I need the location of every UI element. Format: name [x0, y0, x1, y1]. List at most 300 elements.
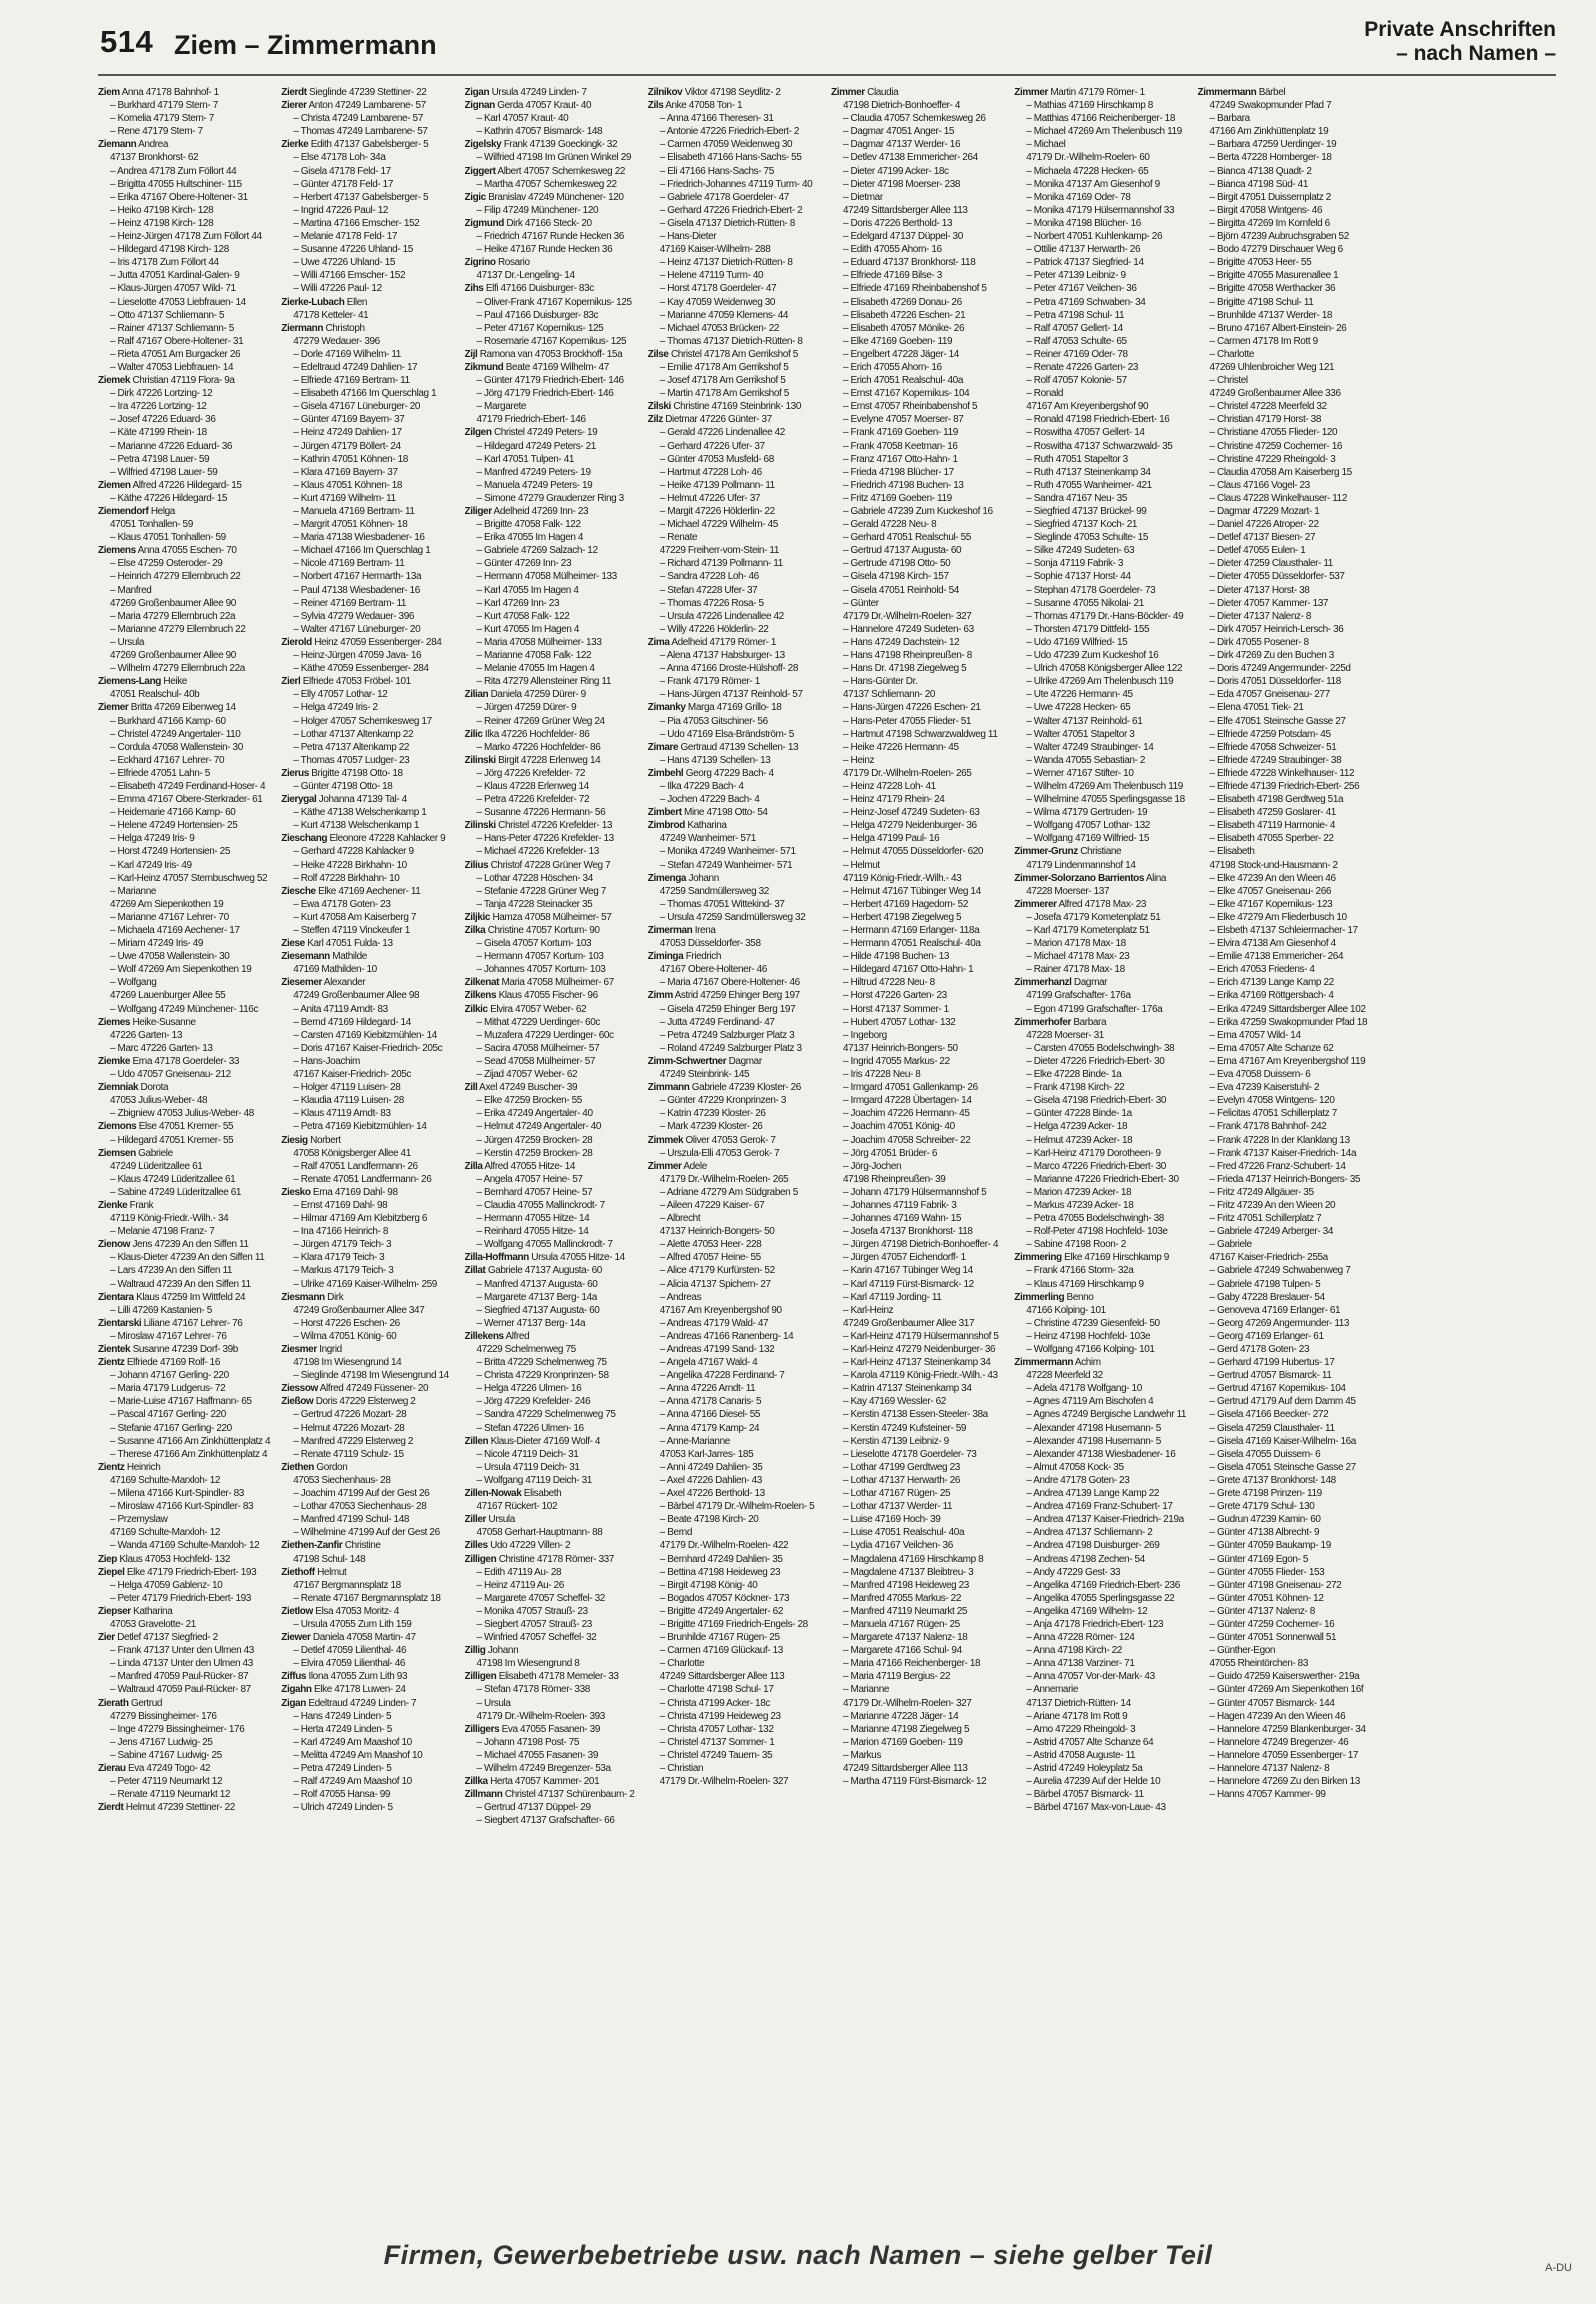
directory-entry: – Kurt 47138 Welschenkamp 1 [293, 820, 420, 832]
directory-entry: – Erna 47057 Alte Schanze 62 [1209, 1042, 1334, 1054]
directory-entry: – Maria 47138 Wiesbadener- 16 [293, 532, 425, 544]
entry-details: Marga 47169 Grillo- 18 [687, 702, 782, 714]
directory-entry: – Gerhard 47228 Kahlacker 9 [293, 846, 414, 858]
entry-details: Helmut 47239 Stettiner- 22 [125, 1802, 235, 1814]
directory-entry: – Christa 47249 Lambarene- 57 [293, 113, 423, 125]
directory-entry: – Birgit 47051 Duissernplatz 2 [1209, 191, 1331, 203]
directory-entry [281, 885, 460, 898]
surname: Zilkenat [464, 977, 500, 989]
directory-entry: – Marianne 47167 Lehrer- 70 [110, 911, 229, 923]
directory-entry: – Franz 47167 Otto-Hahn- 1 [843, 453, 958, 465]
directory-entry: – Alice 47179 Kurfürsten- 52 [659, 1265, 775, 1277]
directory-entry: – Marianne 47198 Ziegelweg 5 [843, 1723, 970, 1735]
entry-details: Claudia [867, 87, 899, 98]
entry-details: Britta 47269 Eibenweg 14 [130, 702, 236, 714]
directory-entry: – Karl 47179 Kometenplatz 51 [1026, 925, 1150, 936]
directory-entry: – Manfred 47059 Paul-Rücker- 87 [110, 1671, 249, 1683]
directory-entry: – Ruth 47055 Wanheimer- 421 [1026, 479, 1152, 491]
entry-details: Gordon [316, 1461, 348, 1473]
directory-entry: – Paul 47138 Wiesbadener- 16 [293, 584, 420, 596]
directory-entry [465, 911, 644, 924]
directory-entry [98, 1356, 277, 1369]
directory-entry: – Petra 47169 Kiebitzmühlen- 14 [293, 1121, 427, 1133]
directory-entry: 47179 Friedrich-Ebert- 146 [476, 414, 586, 426]
directory-entry: – Susanne 47226 Hermann- 56 [476, 807, 606, 819]
directory-entry: – Heinz-Jürgen 47059 Java- 16 [293, 650, 422, 662]
directory-entry: – Waltraud 47239 An den Siffen 11 [110, 1278, 251, 1290]
directory-entry [465, 1487, 644, 1500]
directory-entry [648, 413, 827, 426]
directory-entry: – Brigitta 47055 Hultschiner- 115 [110, 178, 242, 190]
directory-entry [648, 348, 827, 361]
entry-details: Friedrich [685, 951, 721, 963]
surname: Zierke [281, 139, 309, 151]
directory-entry: – Helga 47279 Neidenburger- 36 [843, 820, 977, 832]
directory-entry: – Petra 47198 Lauer- 59 [110, 453, 210, 465]
directory-entry: 47137 Heinrich-Bongers- 50 [843, 1042, 958, 1054]
directory-entry [648, 400, 827, 413]
directory-entry: – Edith 47055 Ahorn- 16 [843, 244, 942, 256]
directory-entry: – Carmen 47178 Im Rott 9 [1209, 335, 1318, 347]
surname: Ziliger [464, 506, 492, 517]
directory-entry [281, 322, 460, 335]
directory-entry: – Horst 47226 Garten- 23 [843, 990, 947, 1002]
directory-entry: – Helmut 47226 Mozart- 28 [293, 1422, 405, 1434]
page-number: 514 [100, 24, 154, 59]
directory-entry: – Egon 47199 Grafschafter- 176a [1026, 1003, 1163, 1015]
directory-entry: – Christa 47057 Lothar- 132 [659, 1723, 774, 1735]
directory-entry [98, 1055, 277, 1068]
directory-entry: – Gisela 47051 Steinsche Gasse 27 [1209, 1461, 1356, 1473]
directory-entry [281, 793, 460, 806]
directory-entry: – Anna 47166 Theresen- 31 [659, 113, 774, 125]
header-rule [98, 74, 1556, 76]
directory-entry: – Andy 47229 Gest- 33 [1026, 1566, 1121, 1578]
directory-entry [648, 1134, 827, 1147]
directory-entry: – Wolfgang 47249 Münchener- 116c [110, 1003, 259, 1015]
directory-entry: – Jörg 47226 Krefelder- 72 [476, 767, 586, 779]
directory-entry: – Gertrud 47226 Mozart- 28 [293, 1409, 407, 1421]
directory-entry: – Hildegard 47051 Kremer- 55 [110, 1134, 234, 1146]
directory-entry: – Oliver-Frank 47167 Kopernikus- 125 [476, 296, 632, 308]
directory-entry [98, 1238, 277, 1251]
directory-entry: – Arno 47229 Rheingold- 3 [1026, 1723, 1136, 1735]
directory-entry: – Hanns 47057 Kammer- 99 [1209, 1789, 1326, 1801]
surname: Zierke-Lubach [281, 296, 345, 308]
directory-entry: – Claus 47166 Vogel- 23 [1209, 479, 1310, 491]
directory-entry [465, 1644, 644, 1657]
entry-details: Adelheid 47179 Römer- 1 [671, 636, 777, 648]
surname: Zilligers [464, 1723, 500, 1735]
directory-entry: – Peter 47139 Leibniz- 9 [1026, 270, 1126, 282]
directory-entry: – Peter 47167 Veilchen- 36 [1026, 283, 1137, 295]
directory-entry: – Klaus-Jürgen 47057 Wild- 71 [110, 283, 236, 295]
directory-entry: 47249 Großenbaumer Allee 347 [293, 1304, 425, 1316]
directory-entry: – Sacira 47058 Mülheimer- 57 [476, 1042, 600, 1054]
directory-entry: – Ulrich 47249 Linden- 5 [293, 1802, 393, 1814]
directory-entry: – Monika 47137 Am Giesenhof 9 [1026, 178, 1160, 190]
directory-entry: 47249 Sittardsberger Allee 113 [843, 1763, 968, 1774]
directory-entry: 47249 Steinbrink- 145 [659, 1069, 750, 1081]
directory-entry: – Brigitte 47249 Angertaler- 62 [659, 1605, 783, 1617]
directory-entry: – Gertrud 47137 Düppel- 29 [476, 1802, 591, 1814]
directory-entry: – Alette 47053 Heer- 228 [659, 1239, 762, 1251]
entry-details: Elke 47169 Aechener- 11 [318, 885, 421, 897]
entry-details: Mathilde [332, 951, 367, 963]
directory-entry [648, 1081, 827, 1094]
directory-entry: – Christel 47137 Sommer- 1 [659, 1736, 775, 1748]
directory-entry: – Norbert 47167 Hermarth- 13a [293, 571, 422, 583]
directory-entry [465, 1160, 644, 1173]
directory-entry: – Renate 47226 Garten- 23 [1026, 361, 1139, 373]
directory-entry: – Gabriele 47249 Schwabenweg 7 [1209, 1265, 1351, 1277]
directory-entry: – Hannelore 47269 Zu den Birken 13 [1209, 1776, 1360, 1788]
surname: Ziesemann [281, 951, 330, 963]
surname: Zilkic [464, 1003, 488, 1015]
directory-entry: – Andrea 47137 Kaiser-Friedrich- 219a [1026, 1514, 1184, 1526]
directory-entry: – Michaela 47228 Hecken- 65 [1026, 165, 1149, 177]
surname: Ziethen-Zanfir [281, 1540, 343, 1552]
directory-entry: – Wanda 47055 Sebastian- 2 [1026, 754, 1146, 766]
directory-entry: – Emilie 47138 Emmericher- 264 [1209, 951, 1344, 963]
surname: Zietlow [281, 1605, 313, 1617]
directory-entry: – Ingeborg [843, 1029, 887, 1041]
directory-entry: – Miroslaw 47166 Kurt-Spindler- 83 [110, 1501, 254, 1513]
entry-details: Eva 47249 Togo- 42 [128, 1763, 211, 1774]
directory-entry: – Gertrud 47179 Auf dem Damm 45 [1209, 1396, 1356, 1408]
entry-details: Astrid 47259 Ehinger Berg 197 [674, 990, 800, 1002]
directory-entry [465, 1003, 644, 1016]
entry-details: Adele [683, 1160, 707, 1172]
directory-entry: – Elisabeth 47226 Eschen- 21 [843, 309, 966, 321]
directory-entry: – Wolfgang 47166 Kolping- 101 [1026, 1344, 1155, 1355]
directory-entry: – Dorle 47169 Wilhelm- 11 [293, 348, 401, 360]
directory-entry: – Albrecht [659, 1213, 701, 1225]
directory-entry: – Marianne [843, 1684, 890, 1696]
directory-entry: – Margarete 47137 Nalenz- 18 [843, 1632, 968, 1644]
directory-entry: – Ingrid 47226 Paul- 12 [293, 204, 389, 216]
directory-entry: – Frank 47058 Keetman- 16 [843, 440, 958, 452]
directory-entry: – Johann 47167 Gerling- 220 [110, 1370, 229, 1382]
directory-entry: – Klaus 47249 Lüderitzallee 61 [110, 1173, 236, 1185]
directory-entry: 47198 Im Wiesengrund 14 [293, 1357, 402, 1369]
directory-entry [281, 1291, 460, 1304]
directory-entry: 47058 Königsberger Allee 41 [293, 1147, 411, 1159]
entry-details: Johann [487, 1645, 519, 1657]
directory-entry: – Friedrich 47167 Runde Hecken 36 [476, 231, 624, 243]
directory-entry: – Michael 47226 Krefelder- 13 [476, 846, 599, 858]
directory-entry: – Anna 47198 Kirch- 22 [1026, 1645, 1122, 1657]
entry-details: Ilka 47226 Hochfelder- 86 [484, 728, 590, 740]
surname: Ziesche [281, 885, 316, 897]
surname: Zigan [281, 1697, 306, 1709]
directory-entry: – Dagmar 47051 Anger- 15 [843, 126, 955, 138]
directory-entry: – Anna 47228 Römer- 124 [1026, 1632, 1135, 1644]
directory-entry: – Gertrude 47198 Otto- 50 [843, 558, 951, 570]
directory-entry: – Genoveva 47169 Erlanger- 61 [1209, 1304, 1341, 1316]
entry-details: Herta 47057 Kammer- 201 [490, 1776, 600, 1788]
directory-entry: – Johannes 47169 Wahn- 15 [843, 1213, 962, 1225]
directory-entry: – Rita 47279 Allensteiner Ring 11 [476, 676, 611, 688]
directory-entry: – Burkhard 47179 Stern- 7 [110, 100, 218, 112]
directory-entry: 47198 Rheinpreußen- 39 [843, 1173, 946, 1185]
entry-details: Alfred [505, 1330, 530, 1342]
directory-entry [98, 1081, 277, 1094]
directory-entry: – Hans-Peter 47055 Flieder- 51 [843, 715, 972, 727]
directory-entry: – Käte 47199 Rhein- 18 [110, 427, 207, 439]
entry-details: Doris 47229 Elsterweg 2 [315, 1396, 416, 1408]
surname: Zilligen [464, 1671, 497, 1683]
directory-entry: – Martin 47178 Am Gerrikshof 5 [659, 388, 789, 400]
directory-entry: – Andrea 47169 Franz-Schubert- 17 [1026, 1501, 1173, 1513]
directory-entry: – Roswitha 47057 Gellert- 14 [1026, 427, 1145, 439]
directory-column [281, 86, 464, 2150]
directory-entry: – Maria 47119 Bergius- 22 [843, 1671, 951, 1683]
directory-entry: – Erich 47055 Ahorn- 16 [843, 361, 942, 373]
directory-entry [98, 1762, 277, 1775]
entry-details: Ursula 47055 Hitze- 14 [531, 1252, 625, 1264]
directory-entry: 47137 Bronkhorst- 62 [110, 152, 199, 164]
directory-entry: – Gabriele 47249 Arberger- 34 [1209, 1226, 1333, 1238]
directory-entry: – Frieda 47137 Heinrich-Bongers- 35 [1209, 1173, 1361, 1185]
surname: Zilligen [464, 1553, 497, 1565]
directory-entry [98, 1343, 277, 1356]
entry-details: Elke 47179 Friedrich-Ebert- 193 [126, 1566, 257, 1578]
directory-entry: 47137 Dietrich-Rütten- 14 [1026, 1697, 1131, 1709]
directory-entry: – Marco 47226 Friedrich-Ebert- 30 [1026, 1160, 1166, 1172]
directory-entry: – Christel [1209, 375, 1248, 387]
directory-entry: – Heinz-Jürgen 47178 Zum Föllort 44 [110, 231, 262, 243]
directory-entry: – Manfred 47119 Neumarkt 25 [843, 1605, 968, 1617]
directory-entry: – Margarete 47137 Berg- 14a [476, 1291, 597, 1303]
directory-entry [281, 1343, 460, 1356]
surname: Ziep [98, 1553, 117, 1565]
directory-entry: – Elisabeth 47119 Harmonie- 4 [1209, 820, 1336, 832]
directory-entry [281, 1382, 460, 1395]
directory-entry [465, 1788, 644, 1801]
directory-entry: – Angela 47167 Wald- 4 [659, 1357, 758, 1369]
directory-entry: – Manfred [110, 584, 152, 596]
directory-entry: – Gerd 47178 Goten- 23 [1209, 1344, 1310, 1355]
directory-entry: – Manuela 47167 Rügen- 25 [843, 1618, 960, 1630]
directory-entry: – Brigitte 47058 Falk- 122 [476, 519, 581, 531]
entry-details: Christine 47169 Steinbrink- 130 [673, 401, 801, 413]
directory-entry: – Ursula 47259 Sandmüllersweg 32 [659, 911, 806, 923]
directory-entry [465, 86, 644, 99]
directory-entry: 47053 Siechenhaus- 28 [293, 1474, 391, 1486]
directory-column [1198, 86, 1381, 2150]
directory-entry: – Karl-Heinz 47279 Neidenburger- 36 [843, 1344, 996, 1355]
directory-entry [281, 767, 460, 780]
directory-entry: – Helene 47249 Hortensien- 25 [110, 820, 238, 832]
directory-entry: – Klaus 47051 Tonhallen- 59 [110, 532, 226, 544]
directory-entry: – Martha 47057 Schemkesweg 22 [476, 178, 617, 190]
directory-entry: – Elisabeth [1209, 846, 1255, 858]
directory-entry: – Maria 47058 Mülheimer- 133 [476, 636, 602, 648]
directory-entry: – Horst 47178 Goerdeler- 47 [659, 283, 777, 295]
entry-details: Jens 47239 An den Siffen 11 [132, 1239, 249, 1251]
entry-details: Dagmar [728, 1055, 762, 1067]
directory-entry: 47279 Wedauer- 396 [293, 335, 380, 347]
surname: Ziesmer [281, 1344, 317, 1355]
directory-entry: 47249 Lüderitzallee 61 [110, 1160, 203, 1172]
directory-entry: – Fritz 47169 Goeben- 119 [843, 492, 952, 504]
entry-details: Erna 47178 Goerdeler- 33 [132, 1055, 240, 1067]
directory-entry: – Thomas 47057 Ludger- 23 [293, 754, 410, 766]
directory-entry [281, 1697, 460, 1710]
directory-entry: – Wilma 47179 Gertruden- 19 [1026, 807, 1148, 819]
directory-entry: – Karl-Heinz [843, 1304, 894, 1316]
directory-entry: – Gaby 47228 Breslauer- 54 [1209, 1291, 1325, 1303]
directory-entry [98, 505, 277, 518]
surname: Ziggert [464, 165, 496, 177]
surname: Zimm [647, 990, 673, 1002]
surname: Ziemke [98, 1055, 131, 1067]
directory-entry [98, 1291, 277, 1304]
directory-entry: – Kerstin 47259 Brocken- 28 [476, 1147, 593, 1159]
directory-entry: – Günter 47179 Friedrich-Ebert- 146 [476, 375, 624, 387]
directory-entry: – Michael 47055 Fasanen- 39 [476, 1749, 599, 1761]
directory-entry: 47198 Schul- 148 [293, 1553, 366, 1565]
surname: Ziessow [281, 1383, 318, 1395]
directory-entry: – Heidemarie 47166 Kamp- 60 [110, 807, 236, 819]
footer-note: Firmen, Gewerbebetriebe usw. nach Namen – siehe gelber Teil [383, 2240, 1213, 2270]
directory-entry: – Monika 47057 Strauß- 23 [476, 1605, 588, 1617]
directory-entry: – Else 47259 Osteroder- 29 [110, 558, 223, 570]
directory-entry: – Wolfgang 47119 Deich- 31 [476, 1474, 592, 1486]
directory-entry: – Elisabeth 47269 Donau- 26 [843, 296, 962, 308]
directory-entry: – Brigitte 47053 Heer- 55 [1209, 257, 1312, 269]
directory-entry: – Elke 47279 Am Fliederbusch 10 [1209, 911, 1347, 923]
directory-entry: – Simone 47279 Graudenzer Ring 3 [476, 492, 624, 504]
entry-details: Klaus-Dieter 47169 Wolf- 4 [490, 1435, 601, 1447]
directory-entry: – Bernd [659, 1527, 692, 1539]
directory-entry: – Doris 47167 Kaiser-Friedrich- 205c [293, 1042, 443, 1054]
directory-entry: – Ulrich 47058 Königsberger Allee 122 [1026, 663, 1183, 675]
entry-details: Christian 47119 Flora- 9a [132, 375, 235, 387]
directory-entry: – Jörg 47051 Brüder- 6 [843, 1147, 938, 1159]
directory-entry: – Agnes 47249 Bergische Landwehr 11 [1026, 1409, 1187, 1421]
directory-entry [98, 1461, 277, 1474]
directory-entry: – Kornelia 47179 Stern- 7 [110, 113, 214, 125]
surname: Zimmek [647, 1134, 684, 1146]
directory-entry: – Frank 47169 Goeben- 119 [843, 427, 958, 439]
directory-entry: – Johannes 47119 Fabrik- 3 [843, 1199, 957, 1211]
directory-entry: – Käthe 47138 Welschenkamp 1 [293, 807, 427, 819]
directory-entry: – Ilka 47229 Bach- 4 [659, 780, 744, 792]
directory-entry: – Lieselotte 47178 Goerdeler- 73 [843, 1448, 977, 1460]
directory-entry [465, 688, 644, 701]
directory-entry: – Klara 47169 Bayern- 37 [293, 466, 398, 478]
surname: Ziffus [281, 1671, 307, 1683]
entry-details: Liliane 47167 Lehrer- 76 [143, 1317, 243, 1329]
directory-entry: – Hannelore 47137 Nalenz- 8 [1209, 1763, 1330, 1774]
directory-entry: – Manuela 47249 Peters- 19 [476, 479, 593, 491]
directory-entry [465, 1723, 644, 1736]
entry-details: Gabriele 47239 Kloster- 26 [691, 1082, 801, 1094]
entry-details: Erna 47169 Dahl- 98 [312, 1186, 398, 1198]
directory-entry: – Emma 47167 Obere-Sterkrader- 61 [110, 794, 263, 806]
directory-entry [281, 1134, 460, 1147]
directory-entry [281, 1566, 460, 1579]
directory-entry: – Wilhelmine 47055 Sperlingsgasse 18 [1026, 794, 1185, 806]
surname: Zima [647, 636, 670, 648]
directory-entry [281, 138, 460, 151]
directory-entry: – Bärbel 47179 Dr.-Wilhelm-Roelen- 5 [659, 1501, 815, 1513]
directory-entry: – Kerstin 47138 Essen-Steeler- 38a [843, 1409, 988, 1421]
directory-entry [465, 99, 644, 112]
directory-entry: 47179 Lindenmannshof 14 [1026, 859, 1136, 871]
directory-entry: 47199 Grafschafter- 176a [1026, 990, 1131, 1002]
directory-entry: – Susanne 47055 Nikolai- 21 [1026, 597, 1144, 609]
directory-entry: – Claudia 47057 Schemkesweg 26 [843, 113, 986, 125]
directory-entry: – Günter 47269 Inn- 23 [476, 558, 572, 570]
directory-entry: – Marianne 47228 Jäger- 14 [843, 1710, 959, 1722]
directory-entry [281, 296, 460, 309]
directory-entry: – Günter 47055 Flieder- 153 [1209, 1566, 1325, 1578]
directory-entry: – Monika 47198 Blücher- 16 [1026, 217, 1141, 229]
directory-entry: – Karl 47119 Jording- 11 [843, 1291, 942, 1303]
directory-entry: – Gertrud 47137 Augusta- 60 [843, 545, 962, 557]
directory-entry: – Manfred 47229 Elsterweg 2 [293, 1435, 414, 1447]
entry-details: Anton 47249 Lambarene- 57 [308, 100, 426, 112]
entry-details: Alfred 47249 Füssener- 20 [319, 1383, 429, 1395]
directory-entry: – Heinz 47119 Au- 26 [476, 1579, 564, 1591]
surname: Zilian [464, 689, 489, 701]
directory-entry: – Agnes 47119 Am Bischofen 4 [1026, 1396, 1154, 1408]
surname: Zimmerhanzl [1014, 977, 1072, 989]
directory-entry: – Wilfried 47198 Lauer- 59 [110, 466, 218, 478]
directory-entry: – Przemyslaw [110, 1514, 168, 1526]
directory-entry: – Jörg 47179 Friedrich-Ebert- 146 [476, 388, 614, 400]
directory-entry: – Gisela 47137 Dietrich-Rütten- 8 [659, 217, 795, 229]
directory-entry: – Elke 47169 Goeben- 119 [843, 335, 953, 347]
entry-details: Ingrid [319, 1344, 342, 1355]
directory-entry: 47137 Dr.-Lengeling- 14 [476, 270, 575, 282]
directory-entry: – Astrid 47058 Auguste- 11 [1026, 1749, 1136, 1761]
entry-details: Katharina [133, 1605, 173, 1617]
directory-entry: – Jürgen 47198 Dietrich-Bonhoeffer- 4 [843, 1239, 999, 1251]
directory-entry [465, 1670, 644, 1683]
directory-entry: – Elfriede 47249 Straubinger- 38 [1209, 754, 1342, 766]
directory-entry: – Elfriede 47169 Bertram- 11 [293, 375, 410, 387]
entry-details: Adelheid 47269 Inn- 23 [493, 506, 589, 517]
directory-entry: – Eduard 47137 Bronkhorst- 118 [843, 257, 976, 269]
directory-entry: – Dieter 47226 Friedrich-Ebert- 30 [1026, 1055, 1165, 1067]
surname: Zilkens [464, 990, 497, 1002]
directory-entry: – Petra 47226 Krefelder- 72 [476, 794, 590, 806]
directory-entry: – Carsten 47055 Bodelschwingh- 38 [1026, 1042, 1175, 1054]
directory-entry: – Ariane 47178 Im Rott 9 [1026, 1710, 1128, 1722]
directory-entry: – Werner 47137 Berg- 14a [476, 1317, 586, 1329]
entry-details: Irena [694, 925, 716, 936]
directory-entry: – Detlev 47138 Emmericher- 264 [843, 152, 978, 164]
directory-entry: – Dirk 47057 Heinrich-Lersch- 36 [1209, 623, 1344, 635]
directory-entry: – Marianne 47279 Ellernbruch 22 [110, 623, 246, 635]
directory-entry: – Erika 47169 Röttgersbach- 4 [1209, 990, 1334, 1002]
directory-entry: 47269 Großenbaumer Allee 90 [110, 650, 236, 662]
directory-entry: – Ursula 47226 Lindenallee 42 [659, 610, 784, 622]
directory-entry: – Andrea 47139 Lange Kamp 22 [1026, 1488, 1160, 1500]
directory-entry: – Petra 47249 Linden- 5 [293, 1763, 392, 1774]
directory-entry: – Horst 47226 Eschen- 26 [293, 1317, 400, 1329]
surname: Zilski [647, 401, 671, 413]
directory-entry: – Ingrid 47055 Markus- 22 [843, 1055, 950, 1067]
directory-entry: – Walter 47137 Reinhold- 61 [1026, 715, 1143, 727]
surname: Ziemann [98, 139, 137, 151]
directory-column [465, 86, 648, 2150]
directory-entry [98, 1553, 277, 1566]
